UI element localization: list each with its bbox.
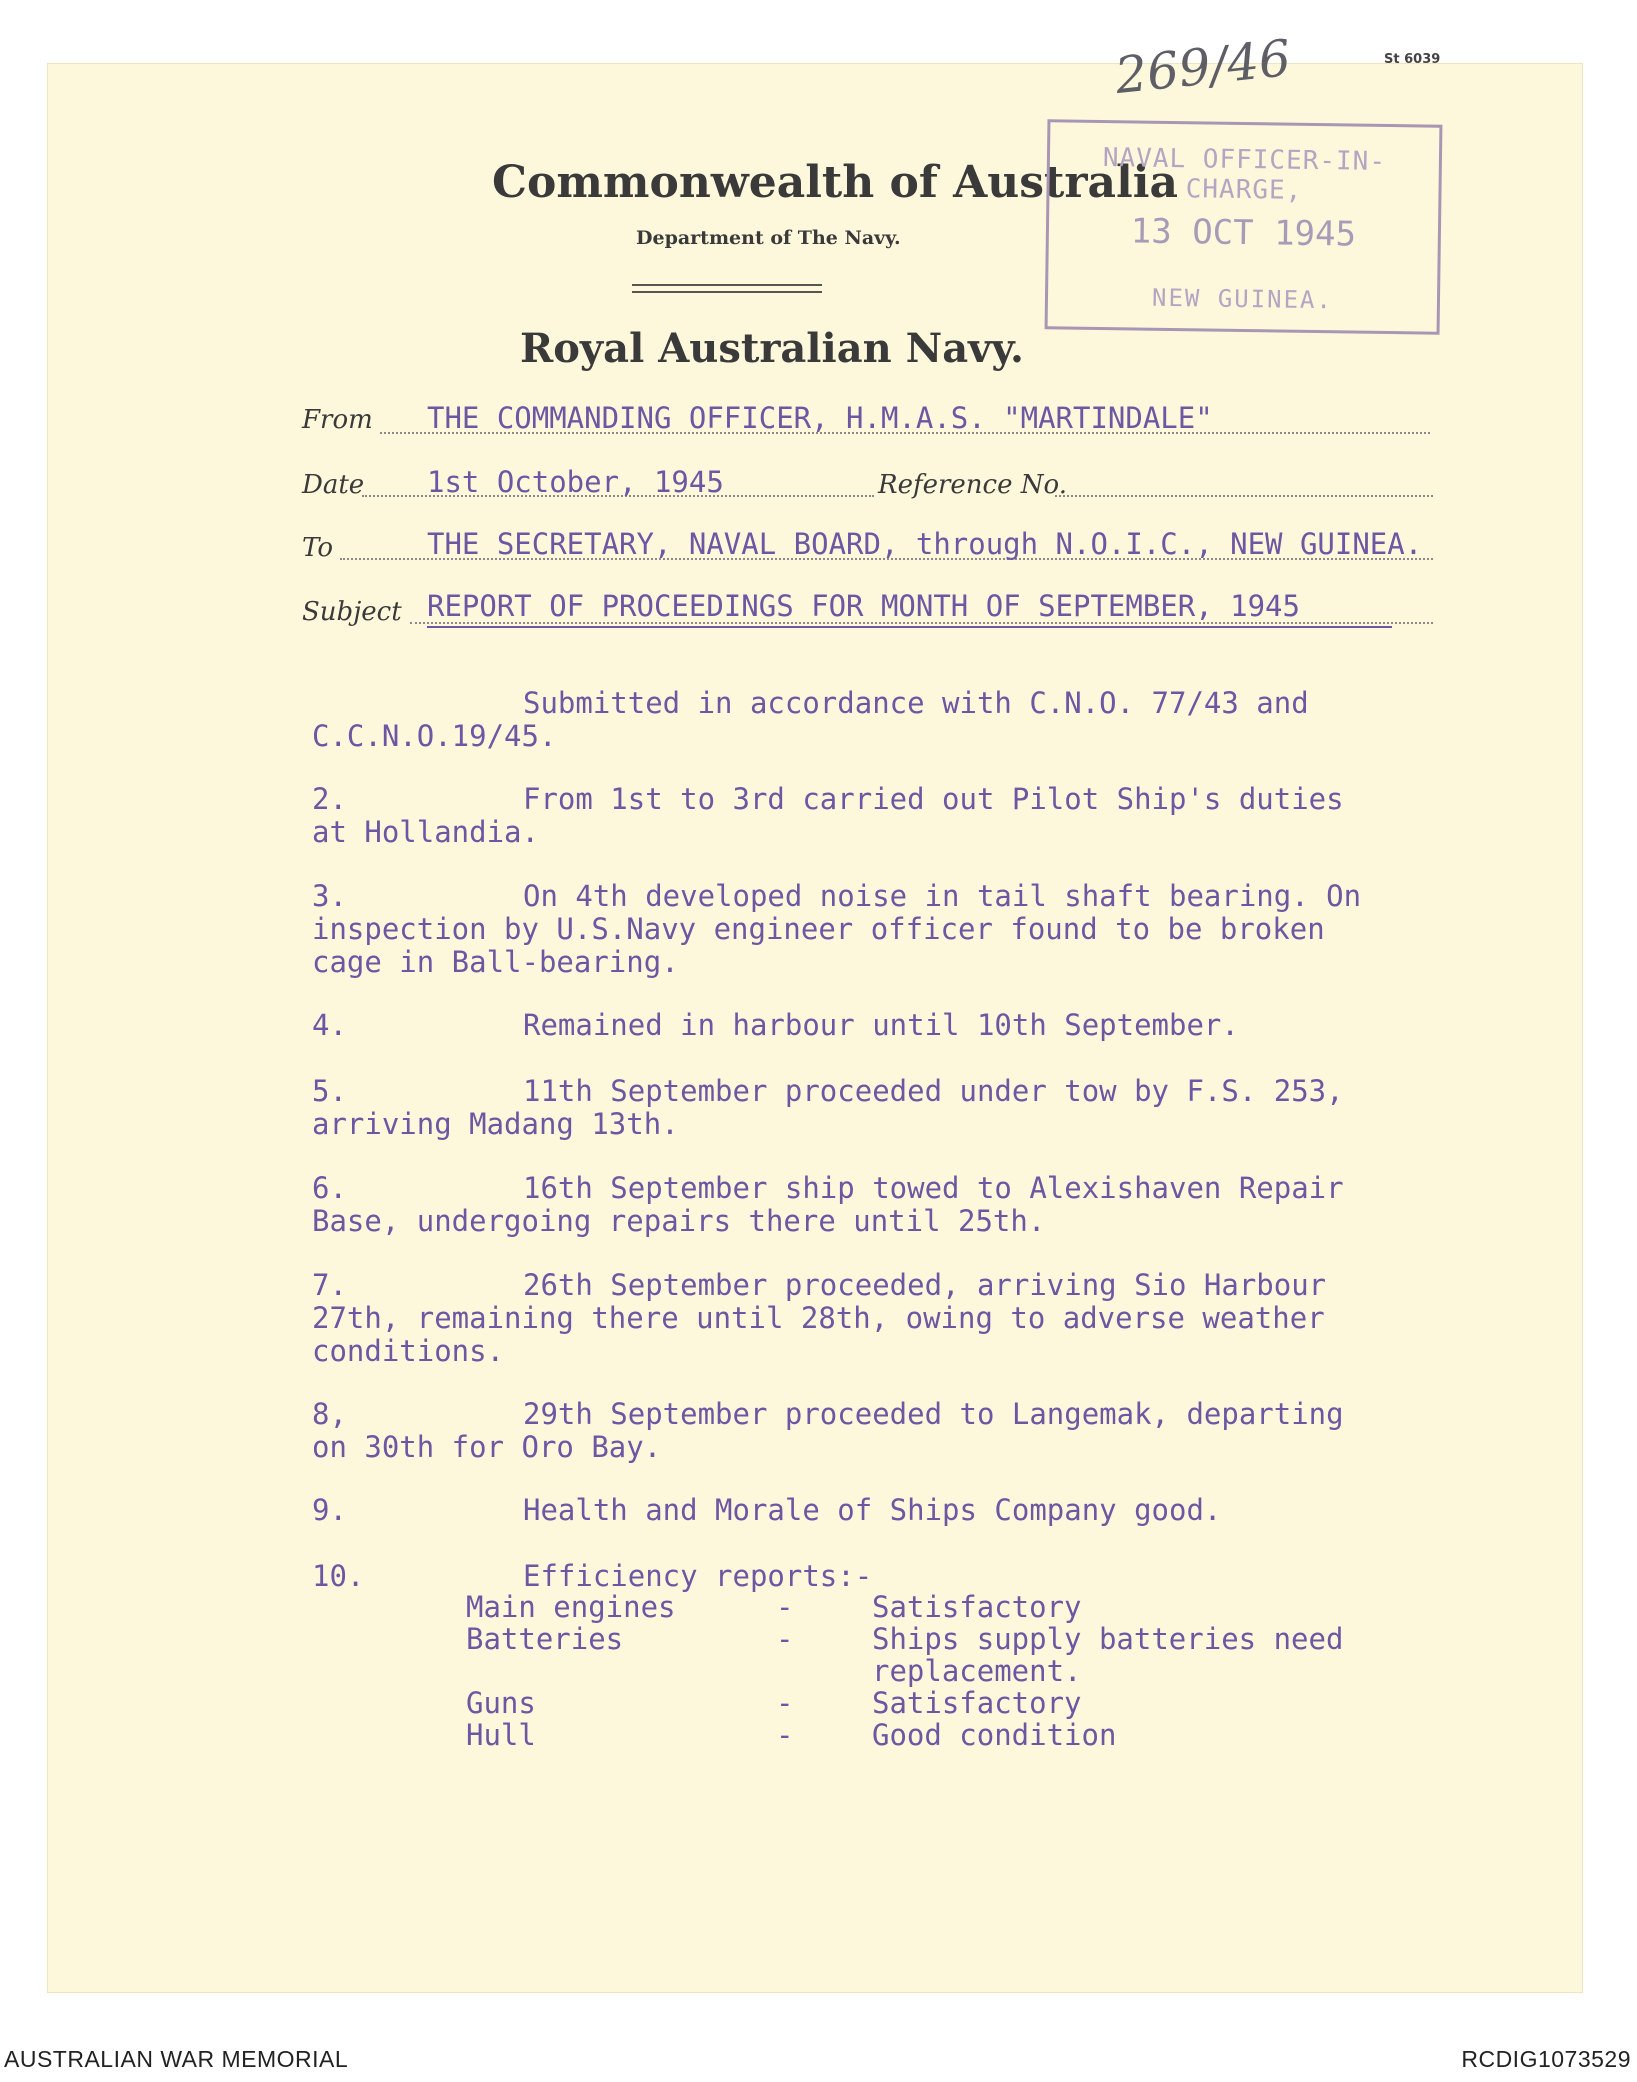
para-10-number: 10. — [312, 1559, 365, 1593]
subject-value: REPORT OF PROCEEDINGS FOR MONTH OF SEPTEMBER, 1945 — [427, 589, 1300, 623]
letterhead-department: Department of The Navy. — [636, 227, 901, 249]
footer-archive-name: AUSTRALIAN WAR MEMORIAL — [4, 2046, 349, 2072]
received-stamp — [1045, 119, 1443, 334]
efficiency-status: Satisfactory — [872, 1590, 1082, 1624]
para-6-line-1: 16th September ship towed to Alexishaven Repair — [523, 1171, 1344, 1205]
to-label: To — [302, 533, 333, 563]
para-9-number: 9. — [312, 1493, 347, 1527]
para-7-line-3: conditions. — [312, 1334, 505, 1368]
para-4-line-1: Remained in harbour until 10th September. — [523, 1008, 1239, 1042]
to-value: THE SECRETARY, NAVAL BOARD, through N.O.I.C., NEW GUINEA. — [427, 527, 1423, 561]
efficiency-dash: - — [776, 1686, 794, 1720]
para-10-line-1: Efficiency reports:- — [523, 1559, 873, 1593]
intro-line-2: C.C.N.O.19/45. — [312, 719, 557, 753]
para-7-line-1: 26th September proceeded, arriving Sio Harbour — [523, 1268, 1327, 1302]
subject-underline — [427, 626, 1392, 628]
reference-label: Reference No. — [878, 470, 1067, 500]
para-7-line-2: 27th, remaining there until 28th, owing to adverse weather — [312, 1301, 1325, 1335]
para-2-line-2: at Hollandia. — [312, 815, 539, 849]
para-7-number: 7. — [312, 1268, 347, 1302]
stamp-office: NAVAL OFFICER-IN-CHARGE, — [1102, 143, 1387, 206]
stamp-location: NEW GUINEA. — [1151, 283, 1334, 315]
para-2-line-1: From 1st to 3rd carried out Pilot Ship's duties — [523, 782, 1344, 816]
letterhead-rule-top — [632, 284, 822, 286]
para-3-line-1: On 4th developed noise in tail shaft bearing. On — [523, 879, 1362, 913]
efficiency-dash: - — [776, 1590, 794, 1624]
para-5-line-1: 11th September proceeded under tow by F.S. 253, — [523, 1074, 1344, 1108]
efficiency-dash: - — [776, 1718, 794, 1752]
intro-line-1: Submitted in accordance with C.N.O. 77/43 and — [523, 686, 1309, 720]
reference-dotted-line — [1055, 495, 1433, 497]
footer-item-id: RCDIG1073529 — [1461, 2046, 1631, 2072]
from-value: THE COMMANDING OFFICER, H.M.A.S. "MARTINDALE" — [427, 401, 1213, 435]
from-label: From — [302, 405, 373, 435]
para-3-line-2: inspection by U.S.Navy engineer officer found to be broken — [312, 912, 1325, 946]
subject-label: Subject — [302, 597, 402, 627]
efficiency-item: Batteries — [466, 1622, 624, 1656]
efficiency-status: Satisfactory — [872, 1686, 1082, 1720]
para-8-line-2: on 30th for Oro Bay. — [312, 1430, 662, 1464]
letterhead-rule-bottom — [632, 291, 822, 293]
para-4-number: 4. — [312, 1008, 347, 1042]
para-2-number: 2. — [312, 782, 347, 816]
para-8-number: 8, — [312, 1397, 347, 1431]
para-6-number: 6. — [312, 1171, 347, 1205]
efficiency-item: Guns — [466, 1686, 536, 1720]
para-5-line-2: arriving Madang 13th. — [312, 1107, 679, 1141]
efficiency-status: Ships supply batteries need — [872, 1622, 1344, 1656]
stock-number: St 6039 — [1384, 52, 1441, 67]
para-9-line-1: Health and Morale of Ships Company good. — [523, 1493, 1222, 1527]
efficiency-item: Hull — [466, 1718, 536, 1752]
para-3-number: 3. — [312, 879, 347, 913]
para-6-line-2: Base, undergoing repairs there until 25th. — [312, 1204, 1046, 1238]
handwritten-reference: 269/46 — [1112, 28, 1294, 106]
para-5-number: 5. — [312, 1074, 347, 1108]
stamp-date: 13 OCT 1945 — [1130, 211, 1357, 255]
efficiency-item: Main engines — [466, 1590, 676, 1624]
efficiency-status: Good condition — [872, 1718, 1117, 1752]
date-label: Date — [302, 470, 365, 500]
letterhead-navy: Royal Australian Navy. — [520, 325, 1024, 372]
efficiency-dash: - — [776, 1622, 794, 1656]
letterhead-commonwealth: Commonwealth of Australia — [492, 157, 1178, 208]
para-3-line-3: cage in Ball-bearing. — [312, 945, 679, 979]
para-8-line-1: 29th September proceeded to Langemak, departing — [523, 1397, 1344, 1431]
efficiency-status-continued: replacement. — [872, 1654, 1082, 1688]
date-value: 1st October, 1945 — [427, 465, 724, 499]
